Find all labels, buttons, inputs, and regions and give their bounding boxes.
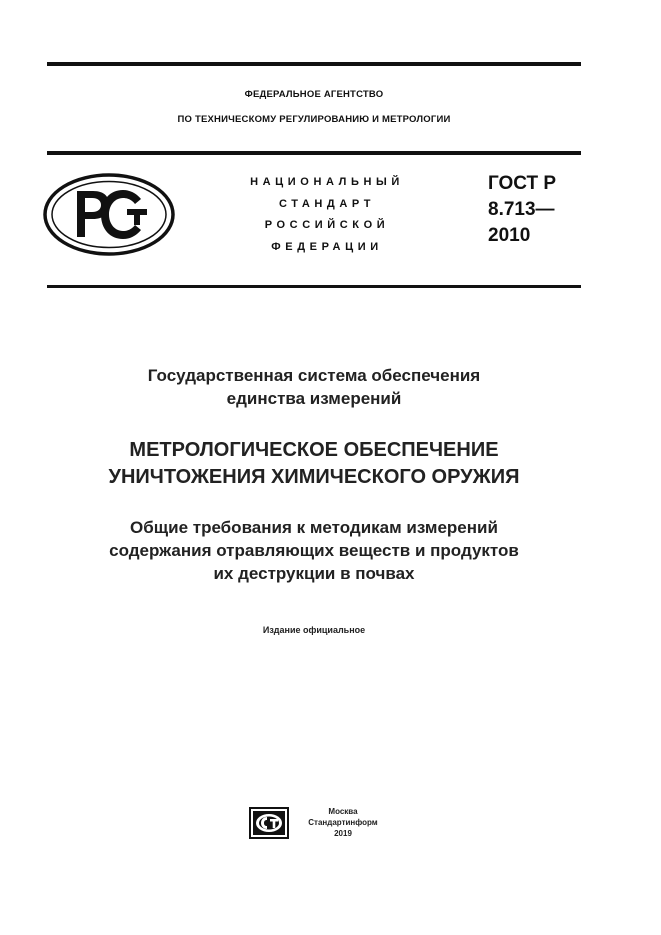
document-title	[47, 437, 581, 491]
standard-type-line: РОССИЙСКОЙ	[264, 219, 390, 231]
agency-name-line2: ПО ТЕХНИЧЕСКОМУ РЕГУЛИРОВАНИЮ И МЕТРОЛОГИИ	[177, 114, 451, 125]
edition-label: Издание официальное	[262, 625, 366, 635]
standard-code-line: 8.713—	[488, 199, 555, 220]
document-subtitle	[47, 364, 581, 410]
publisher-city: Москва	[328, 807, 358, 816]
standartinform-logo-icon	[249, 805, 289, 841]
description-line: Общие требования к методикам измерений	[130, 518, 498, 537]
standard-code-line: 2010	[488, 225, 531, 246]
standard-code-line: ГОСТ Р	[488, 173, 557, 194]
description-line: их деструкции в почвах	[213, 564, 415, 583]
standard-type-line: НАЦИОНАЛЬНЫЙ	[250, 176, 404, 188]
publication-year: 2019	[334, 829, 352, 838]
standard-type-line: СТАНДАРТ	[278, 197, 376, 210]
rst-logo-icon	[43, 173, 175, 256]
title-line: УНИЧТОЖЕНИЯ ХИМИЧЕСКОГО ОРУЖИЯ	[108, 466, 520, 488]
standard-rule	[47, 285, 581, 288]
national-standard-label	[232, 172, 422, 258]
document-description	[47, 516, 581, 585]
publisher-name: Стандартинформ	[308, 818, 378, 827]
publisher-info	[295, 806, 391, 839]
standard-code	[488, 171, 556, 249]
agency-name-line1: ФЕДЕРАЛЬНОЕ АГЕНТСТВО	[244, 89, 384, 100]
subtitle-line: единства измерений	[226, 389, 402, 408]
header-rule	[47, 151, 581, 155]
standard-type-line: ФЕДЕРАЦИИ	[271, 240, 383, 253]
title-line: МЕТРОЛОГИЧЕСКОЕ ОБЕСПЕЧЕНИЕ	[129, 439, 499, 461]
subtitle-line: Государственная система обеспечения	[147, 366, 481, 385]
description-line: содержания отравляющих веществ и продуктов	[109, 541, 519, 560]
top-rule	[47, 62, 581, 66]
